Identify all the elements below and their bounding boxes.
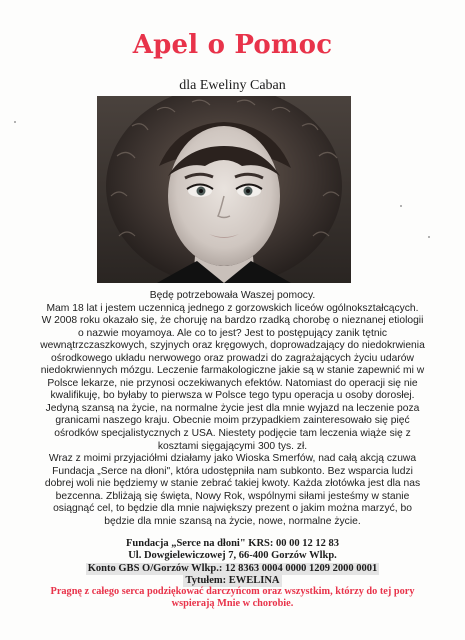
appeal-line: niedokrwiennych mózgu. Leczenie farmakologiczne jakie są w stanie zapewnić mi w — [40, 365, 425, 377]
appeal-line: wewnątrzczaszkowych, szyjnych oraz kręgowych, doprowadzający do niedokrwienia — [40, 340, 425, 352]
appeal-line: Fundacja „Serce na dłoni", która udostępniła nam subkonto. Bez wsparcia ludzi — [52, 465, 413, 477]
appeal-line: Będę potrzebowała Waszej pomocy. — [149, 290, 316, 301]
thanks-line: wspierają Mnie w chorobie. — [171, 598, 294, 610]
portrait-photo — [97, 96, 351, 283]
appeal-line: osiągnąć cel, to będzie dla mnie największy prezent o jakim można marzyć, bo — [53, 503, 412, 515]
scan-speck — [14, 121, 16, 123]
foundation-address: Ul. Dowgielewiczowej 7, 66-400 Gorzów Wlkp. — [128, 550, 337, 562]
scan-speck — [400, 205, 402, 207]
thanks-message — [0, 586, 465, 611]
thanks-line: Pragnę z całego serca podziękować darczyńcom oraz wszystkim, którzy do tej pory — [50, 586, 415, 597]
scan-speck — [428, 236, 430, 238]
appeal-line: ośrodków specjalistycznych z USA. Niestety podjęcie tam leczenia wiąże się z — [54, 428, 411, 440]
appeal-line: dobrej woli nie będziemy w stanie zebrać takiej kwoty. Każda złotówka jest dla nas — [44, 478, 421, 490]
foundation-name: Fundacja „Serce na dłoni" KRS: 00 00 12 12 83 — [125, 538, 340, 549]
portrait-illustration — [97, 96, 351, 283]
bank-account: Konto GBS O/Gorzów Wlkp.: 12 8363 0004 0000 1209 2000 0001 — [87, 562, 378, 574]
appeal-line: W 2008 roku okazało się, że choruję na bardzo rzadką chorobę o nieznanej etiologii — [41, 315, 424, 327]
appeal-line: będzie dla mnie szansą na życie, nowe, normalne życie. — [104, 515, 361, 527]
appeal-line: kwalifikuję, bo byłaby to pierwsza w Polsce tego typu operacja u osoby dorosłej. — [50, 390, 415, 402]
appeal-line: granicami naszego kraju. Obecnie moim przypadkiem zainteresowało się pięć — [55, 415, 410, 427]
appeal-line: Polsce lekarze, nie przynosi oczekiwanych efektów. Natomiast do operacji się nie — [47, 377, 418, 389]
transfer-title: Tytułem: EWELINA — [185, 574, 280, 586]
appeal-line: Mam 18 lat i jestem uczennicą jednego z gorzowskich liceów ogólnokształcących. — [46, 302, 419, 314]
appeal-line: bezcenna. Zbliżają się święta, Nowy Rok, wspólnymi siłami jesteśmy w stanie — [55, 490, 410, 502]
foundation-details — [0, 538, 465, 587]
appeal-line: kosztami sięgającymi 300 tys. zł. — [157, 440, 308, 452]
page-subtitle: dla Eweliny Caban — [179, 78, 286, 93]
appeal-line: Wraz z moimi przyjaciółmi działamy jako Wioska Smerfów, nad całą akcją czuwa — [48, 453, 417, 465]
appeal-text — [8, 290, 457, 528]
appeal-line: Jedyną szansą na życie, na normalne życie jest dla mnie wyjazd na leczenie poza — [45, 402, 420, 414]
page-title: Apel o Pomoc — [132, 30, 333, 60]
appeal-line: ośrodkowego układu nerwowego oraz prowadzi do zagrażających życiu udarów — [51, 352, 414, 364]
appeal-line: o nazwie moyamoya. Ale co to jest? Jest to postępujący zanik tętnic — [77, 327, 388, 339]
